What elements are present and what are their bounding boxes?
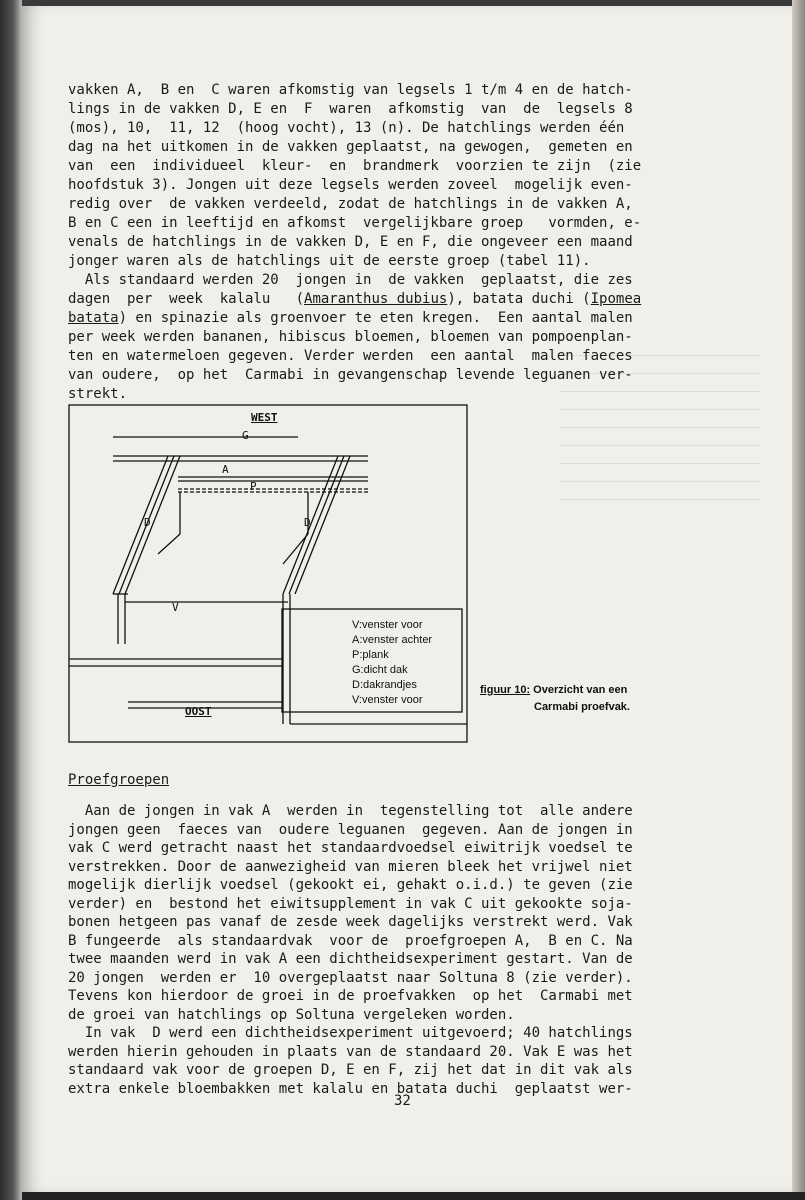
- text-line: B fungeerde als standaardvak voor de proefgroepen A, B en C. Na: [68, 932, 633, 949]
- text-line: van oudere, op het Carmabi in gevangenschap levende leguanen ver-: [68, 367, 633, 383]
- label-v: V: [172, 601, 179, 614]
- text-line: lings in de vakken D, E en F waren afkomstig van de legsels 8: [68, 101, 633, 117]
- compass-west-label: WEST: [251, 411, 278, 424]
- text-line: dag na het uitkomen in de vakken geplaatst, na gewogen, gemeten en: [68, 139, 633, 155]
- text-line: werden hierin gehouden in plaats van de standaard 20. Vak E was het: [68, 1043, 633, 1060]
- species-name: batata: [68, 310, 119, 326]
- compass-east-label: OOST: [185, 705, 212, 718]
- text-line: de groei van hatchlings op Soltuna vergeleken worden.: [68, 1006, 515, 1023]
- enclosure-drawing: [68, 404, 468, 744]
- text-line: vak C werd getracht naast het standaardvoedsel eiwitrijk voedsel te: [68, 840, 633, 856]
- label-d-left: D: [144, 516, 151, 529]
- label-p: P: [250, 480, 257, 493]
- text-line: (mos), 10, 11, 12 (hoog vocht), 13 (n). De hatchlings werden één: [68, 120, 625, 136]
- text-line-last: extra enkele bloembakken met kalalu en batata duchi geplaatst wer-: [68, 1080, 633, 1097]
- legend-item: V:venster voor: [352, 694, 423, 706]
- text-line: [68, 290, 738, 309]
- label-a: A: [222, 463, 229, 476]
- species-name: Amaranthus dubius: [304, 291, 448, 307]
- text-line: van een individueel kleur- en brandmerk voorzien te zijn (zie: [68, 158, 642, 174]
- text-line: standaard vak voor de groepen D, E en F, zij het dat in dit vak als: [68, 1062, 633, 1078]
- text-line: Aan de jongen in vak A werden in tegenstelling tot alle andere: [68, 803, 633, 819]
- text-line: strekt.: [68, 386, 128, 402]
- text-line: 20 jongen werden er 10 overgeplaatst naar Soltuna 8 (zie verder).: [68, 969, 633, 986]
- legend-item: D:dakrandjes: [352, 679, 417, 691]
- text-line: Tevens kon hierdoor de groei in de proefvakken op het Carmabi met: [68, 988, 633, 1004]
- page-edge: [792, 0, 805, 1200]
- text-line: redig over de vakken verdeeld, zodat de hatchlings in de vakken A,: [68, 196, 633, 212]
- page-number: 32: [394, 1093, 411, 1109]
- figure-caption-line2: Carmabi proefvak.: [534, 701, 630, 713]
- legend-item: G:dicht dak: [352, 664, 408, 676]
- left-roof-edge: [113, 456, 168, 594]
- book-spine-shadow: [0, 0, 22, 1200]
- label-g: G: [242, 429, 249, 442]
- text-line: bonen hetgeen pas vanaf de zesde week dagelijks verstrekt werd. Vak: [68, 914, 633, 930]
- text-line: per week werden bananen, hibiscus bloemen, bloemen van pompoenplan-: [68, 329, 633, 345]
- text-line: verder) en bestond het eiwitsupplement in vak C uit gekookte soja-: [68, 895, 633, 912]
- text-line: mogelijk dierlijk voedsel (gekookt ei, gehakt o.i.d.) te geven (zie: [68, 877, 633, 893]
- figure-10-enclosure-diagram: [68, 404, 468, 744]
- text-line: venals de hatchlings in de vakken D, E en F, die ongeveer een maand: [68, 234, 633, 250]
- scan-bottom-border: [22, 1192, 805, 1200]
- legend-item: P:plank: [352, 649, 389, 661]
- legend-item: A:venster achter: [352, 634, 433, 646]
- text-fragment: ) en spinazie als groenvoer te eten kregen. Een aantal malen: [118, 310, 633, 326]
- species-name: Ipomea: [590, 291, 642, 307]
- figure-caption: [480, 683, 627, 697]
- text-line: jongen geen faeces van oudere leguanen gegeven. Aan de jongen in: [68, 821, 633, 838]
- text-line: In vak D werd een dichtheidsexperiment uitgevoerd; 40 hatchlings: [68, 1025, 633, 1041]
- caption-label: figuur 10:: [480, 684, 531, 696]
- text-fragment: dagen per week kalalu (: [68, 291, 305, 307]
- caption-text: Overzicht van een: [530, 684, 628, 696]
- text-line: ten en watermeloen gegeven. Verder werden een aantal malen faeces: [68, 348, 633, 364]
- label-d-right: D: [304, 516, 311, 529]
- text-line: B en C een in leeftijd en afkomst vergelijkbare groep vormden, e-: [68, 215, 642, 231]
- text-line: [68, 309, 738, 328]
- text-line: jonger waren als de hatchlings uit de eerste groep (tabel 11).: [68, 253, 591, 269]
- text-line: Als standaard werden 20 jongen in de vakken geplaatst, die zes: [68, 272, 633, 288]
- text-line: twee maanden werd in vak A een dichtheidsexperiment gestart. Van de: [68, 951, 633, 967]
- text-fragment: ), batata duchi (: [447, 291, 591, 307]
- text-line: verstrekken. Door de aanwezigheid van mieren bleek het vrijwel niet: [68, 858, 633, 875]
- legend-item: V:venster voor: [352, 619, 423, 631]
- section-heading: Proefgroepen: [68, 772, 170, 788]
- text-line: vakken A, B en C waren afkomstig van legsels 1 t/m 4 en de hatch-: [68, 82, 633, 98]
- text-line: hoofdstuk 3). Jongen uit deze legsels werden zoveel mogelijk even-: [68, 177, 633, 193]
